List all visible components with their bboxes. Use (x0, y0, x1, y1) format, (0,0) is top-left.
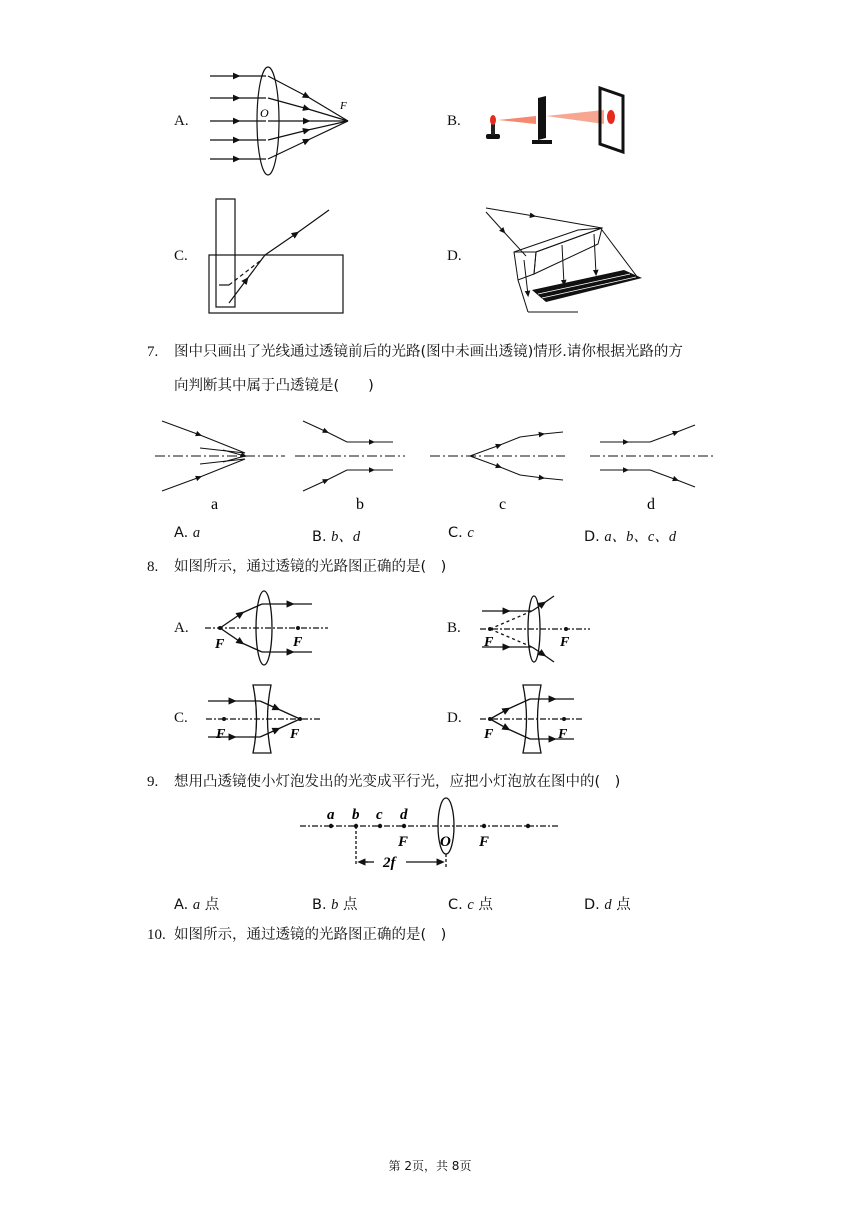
q8-figure-d (478, 683, 588, 755)
q6-figure-b (480, 80, 630, 155)
q6-fig-a-f: F (340, 100, 347, 112)
q6-fig-a-o: O (260, 106, 269, 120)
q9-figure (298, 796, 563, 881)
q8-fig-d-f1: F (484, 727, 494, 742)
q9-point-b: b (352, 807, 360, 823)
q9-number: 9. (147, 774, 159, 790)
q6-figure-c (205, 195, 350, 320)
q7-text-line1: 图中只画出了光线通过透镜前后的光路(图中未画出透镜)情形.请你根据光路的方 (174, 344, 683, 360)
q8-option-b-label[interactable]: B. (447, 620, 461, 636)
q8-fig-a-f1: F (215, 637, 225, 652)
q9-o: O (440, 834, 451, 850)
q7-answer-b[interactable]: B. b、d (312, 529, 361, 545)
q8-option-c-label[interactable]: C. (174, 710, 188, 726)
q8-figure-b (478, 592, 593, 662)
q6-option-c-label[interactable]: C. (174, 248, 188, 264)
q8-option-d-label[interactable]: D. (447, 710, 462, 726)
q9-point-d: d (400, 807, 408, 823)
q6-option-b-label[interactable]: B. (447, 113, 461, 129)
q8-figure-a (200, 590, 330, 668)
q9-f-left: F (398, 834, 409, 850)
q9-answer-a[interactable]: A. a 点 (174, 897, 220, 913)
q7-fig-label-b: b (356, 496, 364, 513)
q8-fig-a-f2: F (293, 635, 303, 650)
q7-fig-label-c: c (499, 496, 507, 513)
q8-fig-b-f1: F (484, 635, 494, 650)
q8-fig-c-f2: F (290, 727, 300, 742)
q9-text: 想用凸透镜使小灯泡发出的光变成平行光，应把小灯泡放在图中的( ) (174, 774, 621, 790)
q9-answer-c[interactable]: C. c 点 (448, 897, 493, 913)
q6-option-a-label[interactable]: A. (174, 113, 189, 129)
q8-fig-c-f1: F (216, 727, 226, 742)
q8-option-a-label[interactable]: A. (174, 620, 189, 636)
q8-fig-d-f2: F (558, 727, 568, 742)
q9-answer-d[interactable]: D. d 点 (584, 897, 631, 913)
q6-figure-d (474, 200, 664, 320)
q7-fig-label-a: a (211, 496, 219, 513)
q7-answer-d[interactable]: D. a、b、c、d (584, 529, 677, 545)
q8-number: 8. (147, 559, 159, 575)
q7-answer-a[interactable]: A. a (174, 525, 201, 541)
q7-figure (155, 415, 715, 515)
q9-point-c: c (376, 807, 383, 823)
q7-fig-label-d: d (647, 496, 655, 513)
q9-answer-b[interactable]: B. b 点 (312, 897, 358, 913)
q8-figure-c (204, 683, 324, 755)
q10-number: 10. (147, 927, 166, 943)
q6-figure-a (200, 64, 360, 179)
q7-answer-c[interactable]: C. c (448, 525, 474, 541)
q9-f-right: F (479, 834, 490, 850)
q9-2f: 2f (383, 855, 396, 871)
q7-number: 7. (147, 344, 159, 360)
q9-point-a: a (327, 807, 335, 823)
q8-text: 如图所示，通过透镜的光路图正确的是( ) (174, 559, 447, 575)
page-footer: 第 2页，共 8页 (388, 1159, 472, 1173)
q10-text: 如图所示，通过透镜的光路图正确的是( ) (174, 927, 447, 943)
q7-text-line2: 向判断其中属于凸透镜是( ) (174, 378, 374, 394)
q6-option-d-label[interactable]: D. (447, 248, 462, 264)
q8-fig-b-f2: F (560, 635, 570, 650)
